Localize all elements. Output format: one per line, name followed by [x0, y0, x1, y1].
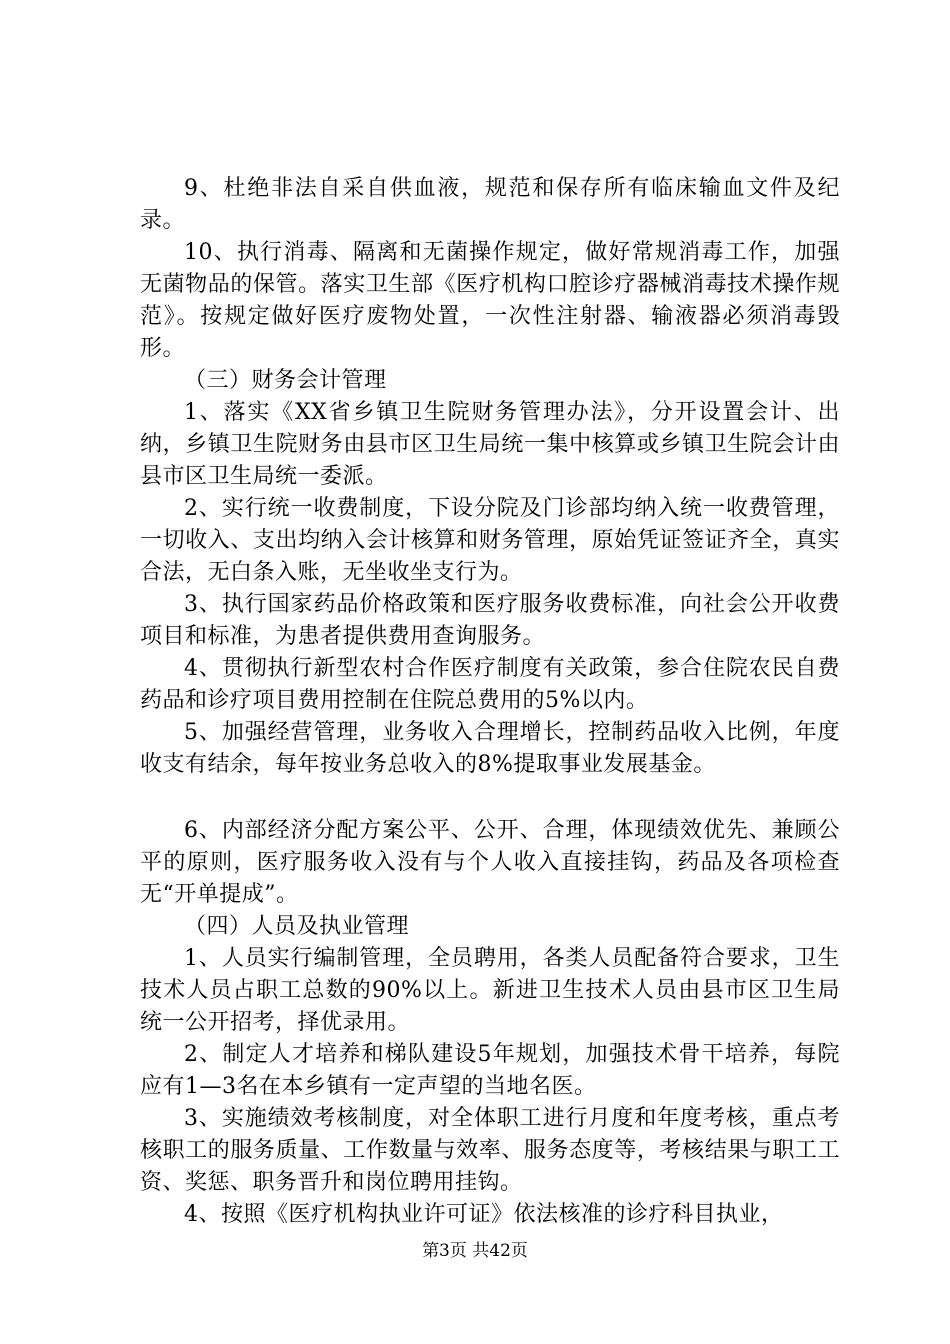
paragraph-gap [140, 781, 840, 815]
section-heading: （三）财务会计管理 [184, 368, 387, 393]
paragraph: 1、人员实行编制管理，全员聘用，各类人员配备符合要求，卫生技术人员占职工总数的90%以上。新进卫生技术人员由县市区卫生局统一公开招考，择优录用。 [140, 946, 840, 1035]
paragraph: 4、按照《医疗机构执业许可证》依法核准的诊疗科目执业， [184, 1202, 784, 1227]
paragraph: 3、实施绩效考核制度，对全体职工进行月度和年度考核，重点考核职工的服务质量、工作数量与效率、服务态度等，考核结果与职工工资、奖惩、职务晋升和岗位聘用挂钩。 [140, 1106, 840, 1195]
paragraph: 3、执行国家药品价格政策和医疗服务收费标准，向社会公开收费项目和标准，为患者提供费用查询服务。 [140, 592, 840, 649]
paragraph: 1、落实《XX省乡镇卫生院财务管理办法》，分开设置会计、出纳，乡镇卫生院财务由县市区卫生局统一集中核算或乡镇卫生院会计由县市区卫生局统一委派。 [140, 400, 840, 489]
paragraph: 10、执行消毒、隔离和无菌操作规定，做好常规消毒工作，加强无菌物品的保管。落实卫生部《医疗机构口腔诊疗器械消毒技术操作规范》。按规定做好医疗废物处置，一次性注射器、输液器必须消毒毁形。 [140, 240, 840, 361]
section-heading: （四）人员及执业管理 [184, 914, 410, 939]
page-footer: 第3页 共42页 [422, 1241, 528, 1261]
document-body [140, 173, 840, 1231]
paragraph: 2、制定人才培养和梯队建设5年规划，加强技术骨干培养，每院应有1—3名在本乡镇有一定声望的当地名医。 [140, 1042, 840, 1099]
document-section-part2 [140, 815, 840, 1231]
document-section-part1 [140, 173, 840, 781]
paragraph: 6、内部经济分配方案公平、公开、合理，体现绩效优先、兼顾公平的原则，医疗服务收入没有与个人收入直接挂钩，药品及各项检查无“开单提成”。 [140, 818, 840, 907]
paragraph: 4、贯彻执行新型农村合作医疗制度有关政策，参合住院农民自费药品和诊疗项目费用控制在住院总费用的5%以内。 [140, 656, 840, 713]
paragraph: 2、实行统一收费制度，下设分院及门诊部均纳入统一收费管理，一切收入、支出均纳入会计核算和财务管理，原始凭证签证齐全，真实合法，无白条入账，无坐收坐支行为。 [140, 496, 840, 585]
paragraph: 9、杜绝非法自采自供血液，规范和保存所有临床输血文件及纪录。 [140, 176, 840, 233]
paragraph: 5、加强经营管理，业务收入合理增长，控制药品收入比例，年度收支有结余，每年按业务总收入的8%提取事业发展基金。 [140, 720, 840, 777]
